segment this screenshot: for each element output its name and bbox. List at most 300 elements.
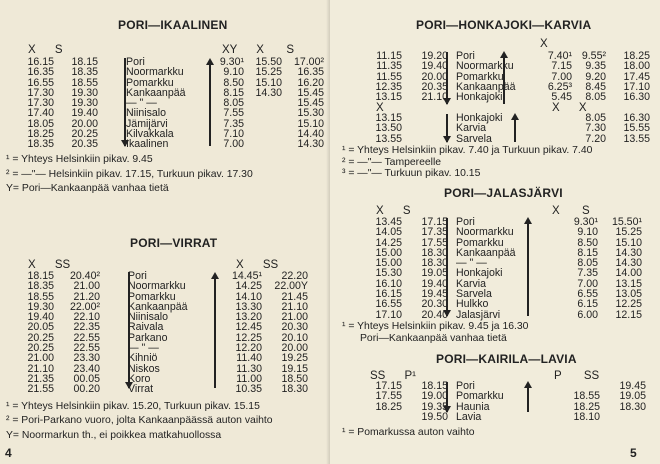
- page-number-right: 5: [630, 446, 637, 460]
- departure-time: 14.10: [235, 290, 262, 303]
- departure-time: 7.00: [223, 138, 244, 151]
- departure-time: 16.15: [27, 56, 54, 68]
- departure-time: 15.30: [297, 107, 324, 120]
- virrat-note-2: ² = Pori-Parkano vuoro, jolta Kankaanpäässä auton vaihto: [6, 415, 273, 426]
- stop-name: Haunia: [456, 400, 490, 413]
- honkajoki-timetable-bottom: [368, 113, 650, 144]
- departure-time: 15.45: [297, 86, 324, 99]
- departure-time: 21.00: [27, 352, 54, 365]
- departure-time: 20.35: [421, 80, 448, 93]
- departure-time: 18.35: [71, 66, 98, 79]
- departure-time: 8.05: [223, 97, 244, 110]
- stop-name: Kankaanpää: [456, 246, 516, 259]
- departure-time: 23.30: [73, 352, 100, 365]
- departure-time: 15.00: [375, 246, 402, 259]
- honkajoki-header-x: X: [540, 38, 548, 50]
- table-row: [20, 312, 308, 322]
- departure-time: 19.40: [421, 60, 448, 73]
- departure-time: 20.05: [27, 321, 54, 334]
- departure-time: 14.40: [297, 128, 324, 141]
- departure-time: [402, 113, 448, 123]
- departure-time: [100, 384, 124, 394]
- departure-time: [244, 119, 282, 129]
- departure-time: 13.15: [375, 91, 402, 104]
- section-title-virrat: PORI—VIRRAT: [130, 236, 218, 250]
- departure-time: 15.10: [615, 236, 642, 249]
- departure-time: 13.45: [375, 216, 402, 228]
- stop-name: Pomarkku: [456, 236, 504, 249]
- departure-time: 19.20: [421, 50, 448, 62]
- departure-time: 19.30: [27, 300, 54, 313]
- stop-name: Kankaanpää: [456, 80, 516, 93]
- departure-time: 21.55: [27, 383, 54, 396]
- departure-time: 22.35: [73, 321, 100, 334]
- stop-name: Koro: [128, 372, 151, 385]
- ikaalinen-note-2: ² = —"— Helsinkiin pikav. 17.15, Turkuun pikav. 17.30: [6, 169, 253, 180]
- departure-time: 12.25: [615, 298, 642, 311]
- departure-time: 17.10: [375, 308, 402, 321]
- departure-time: 18.35: [27, 280, 54, 293]
- departure-time: 16.10: [375, 277, 402, 290]
- stop-name: Jämijärvi: [126, 117, 168, 130]
- departure-time: [100, 302, 124, 312]
- departure-time: 13.50: [375, 122, 402, 135]
- departure-time: 7.35: [577, 267, 598, 280]
- departure-time: 9.20: [585, 70, 606, 83]
- departure-time: [98, 139, 122, 149]
- departure-time: 20.30: [421, 298, 448, 311]
- departure-time: 18.35: [27, 138, 54, 151]
- departure-time: 13.20: [235, 311, 262, 324]
- departure-time: 11.55: [376, 70, 402, 83]
- departure-time: 6.55: [577, 288, 598, 301]
- stop-name: Kilvakkala: [126, 128, 174, 141]
- departure-time: 22.00Y: [274, 280, 308, 293]
- table-row: [368, 381, 646, 391]
- departure-time: 18.30: [421, 246, 448, 259]
- stop-name: Noormarkku: [126, 66, 184, 79]
- table-row: [368, 113, 650, 123]
- departure-time: 11.35: [376, 60, 402, 73]
- departure-time: 8.15: [577, 246, 598, 259]
- table-row: [20, 353, 308, 363]
- departure-time: 14.05: [375, 226, 402, 239]
- jalasjarvi-note-1: ¹ = Yhteys Helsinkiin pikav. 9.45 ja 16.30: [342, 321, 529, 332]
- departure-time: 7.20: [585, 132, 606, 145]
- departure-time: 19.30: [71, 97, 98, 110]
- departure-time: 19.25: [281, 352, 308, 365]
- departure-time: 8.15: [223, 86, 244, 99]
- departure-time: 22.55: [73, 331, 100, 344]
- departure-time: 20.25: [27, 342, 54, 355]
- departure-time: 00.05: [73, 372, 100, 385]
- departure-time: 7.00: [577, 277, 598, 290]
- departure-time: 14.45¹: [231, 270, 262, 282]
- departure-time: 14.30: [297, 138, 324, 151]
- departure-time: [98, 119, 122, 129]
- departure-time: 11.40: [236, 352, 262, 365]
- ikaalinen-header-left: X S: [28, 44, 63, 56]
- departure-time: [100, 364, 124, 374]
- departure-time: 6.25³: [547, 80, 572, 93]
- stop-name: Parkano: [128, 331, 168, 344]
- departure-time: [244, 139, 282, 149]
- stop-name: Pomarkku: [456, 70, 504, 83]
- departure-time: [100, 292, 124, 302]
- departure-time: 16.55: [375, 298, 402, 311]
- departure-time: 15.50¹: [611, 216, 642, 228]
- departure-time: 19.50: [421, 410, 448, 423]
- departure-time: 20.00: [421, 70, 448, 83]
- table-row: [368, 402, 646, 412]
- honkajoki-note-2: ² = —"— Tampereelle: [342, 157, 442, 168]
- departure-time: 17.15: [421, 216, 448, 228]
- departure-time: 18.30: [619, 400, 646, 413]
- departure-time: 20.00: [281, 342, 308, 355]
- stop-name: Sarvela: [456, 132, 492, 145]
- table-row: [20, 98, 324, 108]
- stop-name: — " —: [128, 342, 159, 355]
- departure-time: 15.25: [615, 226, 642, 239]
- departure-time: 13.05: [615, 288, 642, 301]
- departure-time: 15.10: [297, 117, 324, 130]
- table-row: [368, 258, 642, 268]
- table-row: [20, 333, 308, 343]
- departure-time: 14.25: [375, 236, 402, 249]
- table-row: [20, 343, 308, 353]
- departure-time: 12.20: [235, 342, 262, 355]
- departure-time: 19.45: [619, 380, 646, 392]
- stop-name: Honkajoki: [456, 267, 503, 280]
- stop-name: Pori: [456, 216, 475, 228]
- table-row: [368, 412, 646, 422]
- stop-name: Noormarkku: [456, 226, 514, 239]
- departure-time: 19.45: [421, 288, 448, 301]
- section-title-jalasjarvi: PORI—JALASJÄRVI: [444, 186, 563, 200]
- departure-time: 18.55: [573, 390, 600, 403]
- departure-time: 00.20: [73, 383, 100, 396]
- virrat-header-right: X SS: [236, 259, 279, 271]
- departure-time: 8.50: [577, 236, 598, 249]
- departure-time: 7.40¹: [547, 50, 572, 62]
- honkajoki-mid-header-left: X: [376, 102, 384, 114]
- stop-name: Kankaanpää: [126, 86, 186, 99]
- departure-time: 18.05: [27, 117, 54, 130]
- stop-name: — " —: [456, 257, 487, 270]
- honkajoki-note-3: ³ = —"— Turkuun pikav. 10.15: [342, 168, 481, 179]
- departure-time: 23.40: [73, 362, 100, 375]
- departure-time: 12.35: [375, 80, 402, 93]
- departure-time: 8.45: [585, 80, 606, 93]
- departure-time: [98, 78, 122, 88]
- departure-time: [402, 134, 448, 144]
- stop-name: Pori: [126, 56, 145, 68]
- stop-name: Pori: [456, 380, 475, 392]
- departure-time: 20.10: [281, 331, 308, 344]
- departure-time: 9.10: [577, 226, 598, 239]
- jalasjarvi-timetable: [368, 217, 642, 320]
- departure-time: 18.10: [573, 410, 600, 423]
- stop-name: Niskos: [128, 362, 160, 375]
- departure-time: 17.40: [27, 107, 54, 120]
- departure-time: [368, 412, 402, 422]
- departure-time: 15.10: [255, 76, 282, 89]
- departure-time: 16.15: [375, 288, 402, 301]
- table-row: [368, 82, 650, 92]
- departure-time: 11.15: [376, 50, 402, 62]
- departure-time: 18.25: [375, 400, 402, 413]
- departure-time: 18.15: [421, 380, 448, 392]
- departure-time: [100, 333, 124, 343]
- departure-time: 17.35: [421, 226, 448, 239]
- departure-time: 21.10: [421, 91, 448, 104]
- departure-time: [600, 412, 646, 422]
- lavia-timetable: [368, 381, 646, 422]
- stop-name: Pori: [456, 50, 475, 62]
- departure-time: 19.35: [421, 400, 448, 413]
- section-title-lavia: PORI—KAIRILA—LAVIA: [436, 352, 577, 366]
- departure-time: 14.25: [235, 280, 262, 293]
- departure-time: 19.40: [27, 311, 54, 324]
- departure-time: 22.20: [281, 270, 308, 282]
- departure-time: 6.00: [577, 308, 598, 321]
- departure-time: 20.35: [71, 138, 98, 151]
- departure-time: 16.30: [623, 91, 650, 104]
- table-row: [20, 374, 308, 384]
- departure-time: 13.55: [623, 132, 650, 145]
- departure-time: 12.25: [235, 331, 262, 344]
- departure-time: 9.30¹: [573, 216, 598, 228]
- departure-time: [100, 271, 124, 281]
- departure-time: 7.00: [551, 70, 572, 83]
- departure-time: 19.40: [71, 107, 98, 120]
- table-row: [368, 61, 650, 71]
- right-page: [330, 0, 660, 464]
- departure-time: [100, 312, 124, 322]
- table-row: [20, 88, 324, 98]
- departure-time: 21.20: [73, 290, 100, 303]
- stop-name: Hulkko: [456, 298, 489, 311]
- departure-time: 22.10: [73, 311, 100, 324]
- departure-time: 19.30: [71, 86, 98, 99]
- departure-time: 18.25: [623, 50, 650, 62]
- departure-time: 13.15: [615, 277, 642, 290]
- departure-time: 19.00: [421, 390, 448, 403]
- departure-time: 20.25: [71, 128, 98, 141]
- jalasjarvi-header-right: X S: [552, 205, 590, 217]
- departure-time: 20.30: [281, 321, 308, 334]
- departure-time: 17.45: [623, 70, 650, 83]
- stop-name: Honkajoki: [456, 91, 503, 104]
- departure-time: 8.05: [585, 112, 606, 124]
- departure-time: 17.00²: [293, 56, 324, 68]
- departure-time: 18.30: [421, 257, 448, 270]
- departure-time: 15.50: [255, 56, 282, 68]
- section-title-honkajoki: PORI—HONKAJOKI—KARVIA: [416, 18, 592, 32]
- departure-time: 17.30: [27, 86, 54, 99]
- departure-time: 15.45: [297, 97, 324, 110]
- departure-time: 19.05: [421, 267, 448, 280]
- ikaalinen-timetable: [20, 57, 324, 150]
- departure-time: 19.15: [281, 362, 308, 375]
- departure-time: 12.15: [615, 308, 642, 321]
- table-row: [20, 108, 324, 118]
- departure-time: 16.35: [297, 66, 324, 79]
- table-row: [368, 268, 642, 278]
- stop-name: Karvia: [456, 122, 487, 135]
- departure-time: 16.35: [27, 66, 54, 79]
- departure-time: [544, 134, 572, 144]
- departure-time: 8.05: [585, 91, 606, 104]
- departure-time: 15.00: [375, 257, 402, 270]
- departure-time: 7.55: [223, 107, 244, 120]
- stop-name: Niinisalo: [128, 311, 169, 324]
- departure-time: 7.35: [223, 117, 244, 130]
- jalasjarvi-header-left: X S: [376, 205, 411, 217]
- departure-time: [244, 98, 282, 108]
- stop-name: Karvia: [456, 277, 487, 290]
- departure-time: 18.15: [27, 270, 54, 282]
- departure-time: 17.30: [27, 97, 54, 110]
- departure-time: [98, 57, 122, 67]
- stop-name: Noormarkku: [456, 60, 514, 73]
- departure-time: 13.55: [375, 132, 402, 145]
- honkajoki-mid-header-right: X X: [552, 102, 587, 114]
- departure-time: 13.15: [375, 112, 402, 124]
- departure-time: 9.10: [223, 66, 244, 79]
- departure-time: 19.05: [619, 390, 646, 403]
- departure-time: [402, 123, 448, 133]
- virrat-note-1: ¹ = Yhteys Helsinkiin pikav. 15.20, Turkuun pikav. 15.15: [6, 401, 260, 412]
- departure-time: 18.30: [281, 383, 308, 396]
- departure-time: 16.30: [623, 112, 650, 124]
- departure-time: 18.55: [71, 76, 98, 89]
- departure-time: [544, 123, 572, 133]
- stop-name: Pomarkku: [128, 290, 176, 303]
- departure-time: 7.10: [223, 128, 244, 141]
- departure-time: 22.00²: [69, 300, 100, 313]
- departure-time: 18.25: [573, 400, 600, 413]
- departure-time: 21.10: [281, 300, 308, 313]
- departure-time: 15.30: [375, 267, 402, 280]
- departure-time: 12.45: [235, 321, 262, 334]
- departure-time: [98, 88, 122, 98]
- lavia-header-left: SS P¹: [370, 370, 417, 382]
- departure-time: 7.30: [585, 122, 606, 135]
- departure-time: 21.45: [281, 290, 308, 303]
- departure-time: 21.35: [27, 372, 54, 385]
- stop-name: Jalasjärvi: [456, 308, 501, 321]
- departure-time: 20.40: [421, 308, 448, 321]
- departure-time: 9.30¹: [219, 56, 244, 68]
- lavia-note-1: ¹ = Pomarkussa auton vaihto: [342, 427, 475, 438]
- stop-name: Virrat: [128, 383, 154, 396]
- departure-time: 14.30: [615, 257, 642, 270]
- departure-time: 8.05: [577, 257, 598, 270]
- lavia-header-right: P SS: [554, 370, 600, 382]
- departure-time: 22.55: [73, 342, 100, 355]
- departure-time: [100, 343, 124, 353]
- departure-time: 18.25: [27, 128, 54, 141]
- departure-time: 15.25: [255, 66, 282, 79]
- stop-name: Pori: [128, 270, 147, 282]
- table-row: [368, 227, 642, 237]
- departure-time: [100, 322, 124, 332]
- departure-time: [100, 281, 124, 291]
- honkajoki-note-1: ¹ = Yhteys Helsinkiin pikav. 7.40 ja Turkuun pikav. 7.40: [342, 145, 593, 156]
- departure-time: 18.55: [27, 290, 54, 303]
- stop-name: Ikaalinen: [126, 138, 169, 151]
- virrat-header-left: X SS: [28, 259, 71, 271]
- departure-time: [544, 113, 572, 123]
- departure-time: [98, 108, 122, 118]
- departure-time: 13.30: [235, 300, 262, 313]
- departure-time: 18.00: [623, 60, 650, 73]
- departure-time: 17.55: [375, 390, 402, 403]
- departure-time: [98, 67, 122, 77]
- departure-time: 21.10: [27, 362, 54, 375]
- departure-time: 17.15: [375, 380, 402, 392]
- departure-time: 20.25: [27, 331, 54, 344]
- departure-time: 11.30: [236, 362, 262, 375]
- departure-time: [244, 129, 282, 139]
- table-row: [368, 299, 642, 309]
- departure-time: 10.35: [235, 383, 262, 396]
- stop-name: Honkajoki: [456, 112, 503, 124]
- table-row: [368, 248, 642, 258]
- departure-time: 16.55: [27, 76, 54, 89]
- ikaalinen-header-right: XY X S: [222, 44, 295, 56]
- virrat-timetable: [20, 271, 308, 395]
- departure-time: 21.00: [73, 280, 100, 293]
- ikaalinen-note-1: ¹ = Yhteys Helsinkiin pikav. 9.45: [6, 154, 153, 165]
- departure-time: [244, 108, 282, 118]
- departure-time: 18.15: [71, 56, 98, 68]
- departure-time: [98, 129, 122, 139]
- stop-name: — " —: [126, 97, 157, 110]
- ikaalinen-note-3: Y= Pori—Kankaanpää vanhaa tietä: [6, 183, 169, 194]
- stop-name: Pomarkku: [126, 76, 174, 89]
- table-row: [368, 289, 642, 299]
- table-row: [368, 279, 642, 289]
- departure-time: 20.40²: [69, 270, 100, 282]
- stop-name: Raivala: [128, 321, 164, 334]
- departure-time: 17.55: [421, 236, 448, 249]
- stop-name: Pomarkku: [456, 390, 504, 403]
- departure-time: 5.45: [551, 91, 572, 104]
- stop-name: Noormarkku: [128, 280, 186, 293]
- jalasjarvi-note-2: Pori—Kankaanpää vanhaa tietä: [360, 333, 507, 344]
- departure-time: 14.30: [255, 86, 282, 99]
- departure-time: 9.55²: [581, 50, 606, 62]
- departure-time: 8.50: [223, 76, 244, 89]
- departure-time: 20.00: [71, 117, 98, 130]
- section-title-ikaalinen: PORI—IKAALINEN: [118, 18, 228, 32]
- stop-name: Sarvela: [456, 288, 492, 301]
- table-row: [368, 310, 642, 320]
- departure-time: 16.20: [297, 76, 324, 89]
- departure-time: [98, 98, 122, 108]
- table-row: [368, 123, 650, 133]
- departure-time: 15.55: [623, 122, 650, 135]
- departure-time: 21.00: [281, 311, 308, 324]
- departure-time: 18.50: [281, 372, 308, 385]
- departure-time: 14.00: [615, 267, 642, 280]
- page-number-left: 4: [5, 446, 12, 460]
- departure-time: [100, 374, 124, 384]
- departure-time: 17.10: [623, 80, 650, 93]
- departure-time: [100, 353, 124, 363]
